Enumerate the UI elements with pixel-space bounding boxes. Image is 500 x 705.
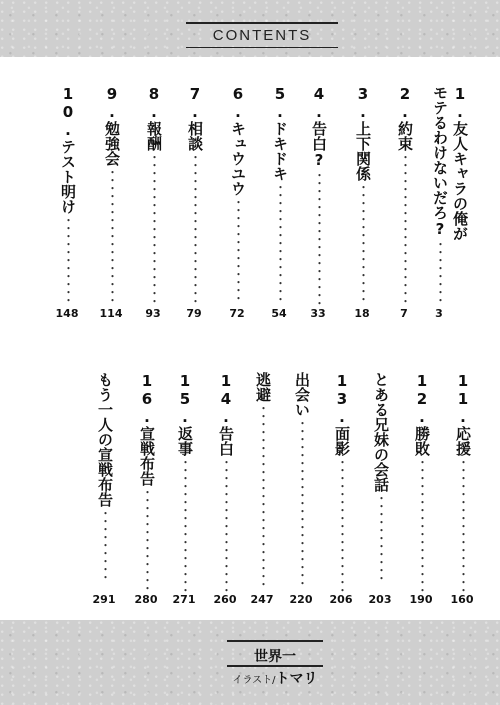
leader-dots: ・・・・・・・・・・・・・・・・・ — [312, 169, 326, 305]
toc-entry-title: 2.約束・・・・・・・・・・・・・・・・・・・ — [396, 85, 414, 303]
leader-dots: ・・・・・・・・・・・・・ — [231, 196, 245, 300]
toc-entry-title: 5.ドキドキ・・・・・・・・・・・・・・・ — [271, 85, 289, 301]
leader-dots: ・・・・・・・・・・・・・・・・・ — [415, 456, 429, 592]
toc-entry-title: 12.勝敗・・・・・・・・・・・・・・・・・ — [413, 372, 431, 592]
leader-dots: ・・・・・・・・・・・ — [61, 214, 75, 302]
toc-entry-title: 6.キュウユウ・・・・・・・・・・・・・ — [229, 85, 247, 300]
toc-page-number: 160 — [450, 593, 474, 606]
toc-entry-title: 3.上下関係・・・・・・・・・・・・・・・ — [354, 85, 372, 301]
toc-page-number: 18 — [354, 307, 370, 320]
toc-page-number: 79 — [186, 307, 202, 320]
toc-entry-title: 7.相談・・・・・・・・・・・・・・・・・・・ — [186, 85, 204, 303]
toc-entry-title: 1.友人キャラの俺が — [451, 85, 469, 241]
leader-dots: ・・・・・・・・・・・・・・・・・ — [456, 456, 470, 592]
leader-dots: ・・・・・・・・・ — [98, 507, 112, 579]
toc-page-number: 3 — [435, 307, 443, 320]
toc-page-number: 114 — [99, 307, 123, 320]
toc-entry-title: 9.勉強会・・・・・・・・・・・・・・・・・ — [103, 85, 121, 302]
toc-page-number: 7 — [400, 307, 408, 320]
toc-entry-title: 10.テスト明け・・・・・・・・・・・ — [59, 85, 77, 302]
toc-entry-title: 4.告白?・・・・・・・・・・・・・・・・・ — [310, 85, 328, 305]
credit-rule-top — [227, 640, 323, 642]
leader-dots: ・・・・・・・・ — [433, 238, 447, 302]
leader-dots: ・・・・・・・・・・・・・・・・・・・・・・・ — [256, 402, 270, 586]
leader-dots: ・・・・・・・・・・・・・・・・・・・・・ — [295, 417, 309, 585]
illustrator-name: トマリ — [275, 671, 318, 687]
leader-dots: ・・・・・・・・・・・・・・・・・・・ — [398, 151, 412, 303]
leader-dots: ・・・・・・・・・・・・・・・・・ — [219, 456, 233, 592]
toc-entry-title: 16.宣戦布告・・・・・・・・・・・・・ — [138, 372, 156, 590]
leader-dots: ・・・・・・・・・・・・・・・ — [356, 181, 370, 301]
illustrator-label: イラスト/ — [232, 675, 276, 686]
toc-page-number: 280 — [134, 593, 158, 606]
toc-entry-title: 14.告白・・・・・・・・・・・・・・・・・ — [217, 372, 235, 592]
leader-dots: ・・・・・・・・・・・・・・・・・ — [178, 456, 192, 592]
toc-entry-title: 出会い・・・・・・・・・・・・・・・・・・・・・ — [293, 372, 311, 585]
leader-dots: ・・・・・・・・・・・・・・・・・ — [105, 166, 119, 302]
illustrator-credit — [222, 668, 328, 688]
toc-page-number: 260 — [213, 593, 237, 606]
toc-entry-title: 逃避・・・・・・・・・・・・・・・・・・・・・・・ — [254, 372, 272, 586]
toc-page-number: 148 — [55, 307, 79, 320]
leader-dots: ・・・・・・・・・・・・・・・・・ — [335, 456, 349, 592]
leader-dots: ・・・・・・・・・・・・・・・・・・・ — [188, 151, 202, 303]
toc-page-number: 54 — [271, 307, 287, 320]
credit-rule-middle — [227, 665, 323, 667]
toc-page-number: 271 — [172, 593, 196, 606]
toc-entry-title: 13.面影・・・・・・・・・・・・・・・・・ — [333, 372, 351, 592]
toc-entry-title: 8.報酬・・・・・・・・・・・・・・・・・・・ — [145, 85, 163, 303]
toc-page-number: 33 — [310, 307, 326, 320]
leader-dots: ・・・・・・・・・・・・・・・ — [273, 181, 287, 301]
toc-page-number: 93 — [145, 307, 161, 320]
contents-heading — [186, 22, 338, 48]
leader-dots: ・・・・・・・・・・・・・・・・・・・ — [147, 151, 161, 303]
toc-page-number: 203 — [368, 593, 392, 606]
toc-page-number: 291 — [92, 593, 116, 606]
toc-entry-title: 11.応援・・・・・・・・・・・・・・・・・ — [454, 372, 472, 592]
page-title: CONTENTS — [212, 26, 312, 44]
toc-page-number: 247 — [250, 593, 274, 606]
toc-entry-title: もう一人の宣戦布告・・・・・・・・・ — [96, 372, 114, 579]
toc-entry-title: とある兄妹の会話・・・・・・・・・・・ — [372, 372, 390, 580]
author-name: 世界一 — [254, 649, 296, 665]
toc-entry-title: 15.返事・・・・・・・・・・・・・・・・・ — [176, 372, 194, 592]
leader-dots: ・・・・・・・・・・・・・ — [140, 486, 154, 590]
toc-page-number: 206 — [329, 593, 353, 606]
toc-page-number: 72 — [229, 307, 245, 320]
toc-page-number: 190 — [409, 593, 433, 606]
toc-entry-title: モテるわけないだろ?・・・・・・・・ — [431, 85, 449, 302]
toc-page-number: 220 — [289, 593, 313, 606]
leader-dots: ・・・・・・・・・・・ — [374, 492, 388, 580]
